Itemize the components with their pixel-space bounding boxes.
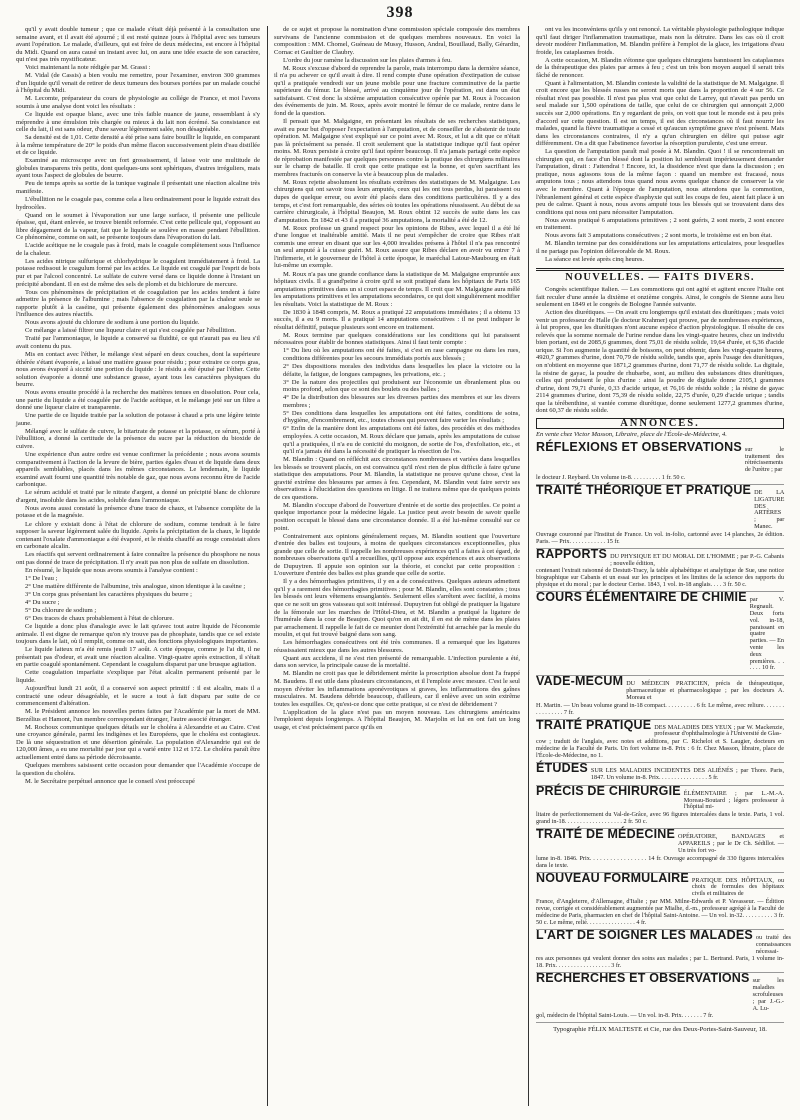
paragraph: M. Vidal (de Cassis) a bien voulu me remettre, pour l'examiner, environ 300 grammes d'un liquide qu'il venait de retirer de deux tumeurs des bourses portées par un malade couché à l'hôpital du Midi. [16, 72, 260, 95]
column-divider [267, 26, 268, 1106]
book-subtitle: SUR LES MALADIES INCIDENTES DES ALIÉNÉS ; par Thore. Paris, 1847. Un volume in-8. Prix. . . . . . . . . . . . . . . . 5 fr. [590, 767, 784, 781]
paragraph: Il pensait que M. Malgaigne, en présentant les résultats de ses recherches statistiques, avait eu pour but d'opposer l'expectation à l'amputation, et de conseiller de s'abstenir de toute opération. M. Malgaigne s'est expliqué sur ce point avec M. Roux, et lui a dit que ce n'était pas là précisément sa pensée. Il croit seulement que la statistique indique qu'il faut opérer moins. M. Roux persiste à croire qu'il faut opérer beaucoup. Il n'a jamais partagé cette espèce de réprobation manifestée par quelques personnes contre la pratique des chirurgiens militaires sur le champ de bataille. Il croit que cette pratique est la bonne, et qu'en sacrifiant les membres fracturés on conserve la vie à beaucoup plus de malades. [274, 118, 520, 178]
advertisement-header [536, 761, 784, 782]
paragraph: de ce sujet et propose la nomination d'une commission spéciale composée des membres survivans de l'ancienne commission et de quelques membres nouveaux. En voici la composition : MM. Chomel, Guéneau de Mussy, Husson, Andral, Bouillaud, Bally, Gérardin, Cornac et Gaultier de Claubry. [274, 26, 520, 56]
book-subtitle: PRATIQUE DES HÔPITAUX, ou choix de formules des hôpitaux civils et militaires de [691, 876, 784, 898]
advertisement [536, 439, 784, 485]
advertisement-header [536, 971, 784, 1012]
book-subtitle: ou traité des connaissances nécessai- [755, 933, 791, 955]
paragraph: L'ébullition ne le coagule pas, comme cela a lieu ordinairement pour le liquide extrait des hydrocèles. [16, 196, 260, 211]
paragraph: 2° Des dispositions morales des individus dans lesquelles les place la victoire ou la défaite, la fatigue, de longues campagnes, les privations, etc. ; [283, 363, 520, 378]
column-3 [536, 26, 791, 1106]
paragraph: M. le Président annonce les nouvelles pertes faites par l'Académie par la mort de MM. Berzélius et Hamont, l'un membre correspondant étranger, l'autre associé étranger. [16, 708, 260, 723]
advertisement [536, 546, 784, 593]
paragraph: M. Roux n'a pas une grande confiance dans la statistique de M. Malgaigne empruntée aux hôpitaux civils. Il a grand'peine à croire qu'il se soit pratiqué dans les hôpitaux de Paris 165 amputations primitives dans un si court espace de temps. Il croit que M. Malgaigne aura mêlé les amputations primitives et les amputations secondaires, ce qui doit singulièrement modifier les résultats. Voici la statistique de M. Roux : [274, 270, 520, 308]
book-title: TRAITÉ DE MÉDECINE [536, 827, 676, 842]
paragraph: 3° Un corps gras présentant les caractères physiques du beurre ; [25, 590, 192, 598]
paragraph: Quant à l'alimentation, M. Blandin conteste la validité de la statistique de M. Malgaigne. Il croit encore que les blessés russes ne seront morts que dans la proportion de 4 sur 56. Ce résultat n'est pas possible. Il n'est pas plus vrai que celui de Larrey, qui n'avait pas perdu un seul malade sur 1,500 opérations de taille, que celui de ce chirurgien qui annonçait 2,000 succès sur 2,000 opérations. En y regardant de près, on voit que tout le monde est à peu près d'accord sur cette question. Il est un temps, il est des circonstances où il faut nourrir les malades, quand la fièvre traumatique a cessé et qu'aucun symptôme grave n'est présent. Mais dans les circonstances contraires, il n'y a qu'un chirurgien en délire qui puisse agir différemment. On a dit que l'abstinence favorise la résorption purulente, c'est une erreur. [536, 79, 784, 148]
paragraph: Nous avons aussi constaté la présence d'une trace de chaux, et l'absence complète de la potasse et de la magnésie. [16, 504, 260, 520]
paragraph: M. Blandin ne croit pas que le débridement mérite la proscription absolue dont l'a frappé M. Baudens. Il est utile dans plusieurs circonstances, et il l'emploie avec mesure. C'est le seul moyen d'éviter les inflammations aponévrotiques si graves, les inflammations des gaînes musculaires. M. Baudens débride beaucoup, d'ailleurs, car il enlève avec un soin extrême toutes les esquilles. Or, qu'est-ce donc que cette pratique, si ce n'est de débridement ? [274, 670, 520, 708]
paragraph: 1° Du lieu où les amputations ont été faites, si c'est en rase campagne ou dans les rues, conditions différentes pour les secours immédiats portés aux blessés ; [283, 347, 520, 363]
paragraph: Traité par l'ammoniaque, le liquide a conservé sa fluidité, ce qui n'aurait pas eu lieu s'il avait contenu du pus. [16, 335, 260, 350]
paragraph: L'ordre du jour ramène la discussion sur les plaies d'armes à feu. [283, 56, 452, 64]
session-report-end [536, 26, 784, 263]
advertisement [536, 717, 784, 764]
advertisement-header [536, 870, 784, 898]
paragraph: La question de l'amputation paraît mal posée à M. Blandin. Quoi ! il se rencontrerait un chirurgien qui, en face d'un blessé dont la position lui semblerait impérieusement demander l'amputation, dirait : J'attendrai ! Encore, ici, la dissidence n'est que dans la discussion ; en pratique, nous agissons tous de la même façon : quand un membre est fracassé, nous amputons tous ; nous attendons tous quand nous avons quelque chance de conserver la vie avec le membre. Quant à l'époque de l'amputation, nous attendons que la commotion, l'ébranlement général et cette espèce d'asphyxie qui suit les coups de feu, aient fait place à un peu de calme. Quant à nous, nous avons amputé tous les blessés qui se trouvaient dans des conditions qui nous ont paru nécessiter l'amputation. [536, 148, 784, 216]
paragraph: Une partie de ce liquide traitée par la solution de potasse à chaud a pris une légère teinte jaune. [16, 412, 260, 427]
paragraph: Peu de temps après sa sortie de la tunique vaginale il présentait une réaction alcaline très manifeste. [16, 180, 260, 195]
book-details: res aux personnes qui veulent donner des soins aux malades ; par L. Bertrand. Paris, 1 volume in-18. Prix. . . . . . . . . . . . . . . . . . 3 fr. [536, 955, 784, 970]
advertisement-header [536, 674, 784, 701]
advertisement [536, 973, 784, 1023]
advertisement [536, 829, 784, 872]
book-subtitle: par V. Regnault. Deux forts vol. in-18, paraissant en quatre parties. — En vente les deux premières. . . . . . . 10 fr. [749, 596, 784, 672]
text-columns [16, 26, 791, 1106]
publisher-line: En vente chez Victor Masson, Libraire, place de l'École-de-Médecine, 4. [536, 431, 727, 439]
paragraph: 1° De l'eau ; [25, 574, 58, 582]
paragraph: M. Blandin termine par des considérations sur les amputations articulaires, pour lesquelles il ne partage pas l'opinion défavorable de M. Roux. [536, 240, 784, 255]
paragraph: Mélangé avec le sulfate de cuivre, le bitartrate de potasse et la potasse, ce sérum, porté à l'ébullition, a donné la certitude de la présence du sucre par la réduction du bioxide de cuivre. [16, 427, 260, 451]
advertisement [536, 870, 784, 930]
paragraph: La séance est levée après cinq heures. [545, 255, 645, 263]
book-details: le docteur J. Reybard. Un volume in-8. . . . . . . . . . 1 fr. 50 c. [536, 474, 686, 482]
advertisement [536, 763, 784, 786]
book-advertisements [536, 439, 791, 1023]
book-details: lume in-8. 1846. Prix. . . . . . . . . . . . . . . . . 14 fr. Ouvrage accompagné de 330 figures intercalées dans le texte. [536, 854, 784, 869]
column-divider [528, 26, 529, 1106]
paragraph: M. Blandin s'occupe d'abord de l'ouverture d'entrée et de sortie des projectiles. Ce point a quelque importance pour la médecine légale. La justice peut avoir besoin de savoir quelle position occupait le blessé dans une circonstance donnée. Il a été lui-même consulté sur ce point. [274, 501, 520, 532]
book-title: NOUVEAU FORMULAIRE [536, 870, 689, 885]
paragraph: Examiné au microscope avec un fort grossissement, il laisse voir une multitude de globules transparens très petits, dont quelques-uns sont sphériques, d'autres irréguliers, mais ayant tous l'aspect de globules de beurre. [16, 157, 260, 180]
paragraph: M. Rochoux communique quelques détails sur le choléra à Alexandrie et au Caire. C'est une croyance générale, parmi les indigènes et les Européens, que le choléra est contagieux. De là une séquestration et une désertion générale. La population d'Alexandrie qui est de 120,000 âmes, a eu une mortalité par jour qui a varié entre 112 et 172. Le choléra paraît être actuellement entré dans sa période décroissante. [16, 723, 260, 761]
advertisement-header [536, 717, 784, 739]
paragraph: Ce liquide a donc plus d'analogie avec le lait qu'avec tout autre liquide de l'économie animale. Il est digne de remarque qu'on n'y trouve pas de phosphate, tandis que ce sel existe toujours dans le lait, où il remplit, comme on sait, des fonctions physiologiques importantes. [16, 623, 260, 646]
book-subtitle: DES MALADIES DES YEUX ; par W. Mackenzie, professeur d'ophthalmologie à l'Université de Glas- [654, 723, 784, 738]
advertisement [536, 676, 784, 719]
paragraph: Le sérum acidulé et traité par le nitrate d'argent, a donné un précipité blanc de chlorure d'argent, insoluble dans les acides, soluble dans l'ammoniaque. [16, 489, 260, 504]
paragraph: L'application de la glace n'est pas un moyen nouveau. Les chirurgiens américains l'emploient depuis longtemps. A l'hôpital Beaujon, M. Marjolin et lui en ont fait un long usage, et c'est précisément parce qu'ils en [274, 708, 520, 731]
book-title: TRAITÉ THÉORIQUE ET PRATIQUE [536, 483, 752, 498]
paragraph: Nous avons pratiqué 6 amputations primitives ; 2 sont guéris, 2 sont morts, 2 sont encore en traitement. [536, 216, 784, 232]
advertisement-header [536, 546, 784, 568]
paragraph: M. Roux rejette absolument les résultats extrêmes des statistiques de M. Malgaigne. Les chirurgiens qui ont savoir tous leurs amputés, ceux qui les ont tous perdus, lui paraissent ou dupes de quelque erreur, ou avoir été placés dans des conditions particulières. Il y a des temps, et c'est fort remarquable, des séries où toutes les opérations réussissent. Au début de sa carrière chirurgicale, à l'hôpital Beaujon, M. Roux obtint 12 succès de suite dans les cas d'amputation. En 1842 et 43 il a pratiqué 36 amputations, la mortalité a été de 12. [274, 178, 520, 224]
book-subtitle: sur les maladies scrofuleuses ; par J.-G.-A. Lu- [752, 977, 784, 1012]
paragraph: A cette occasion, M. Blandin s'étonne que quelques chirurgiens bannissent les cataplasmes de la thérapeutique des plaies par armes à feu ; c'est un très bon moyen auquel il serait très fâché de renoncer. [536, 56, 784, 79]
column-1 [16, 26, 260, 1106]
paragraph: L'acide acétique ne le coagule pas à froid, mais le coagule complètement sous l'influence de la chaleur. [16, 242, 260, 257]
book-title: RAPPORTS [536, 546, 608, 561]
paragraph: Les hémorrhagies consécutives ont été très communes. Il a remarqué que les ligatures réussissaient mieux que dans les autres blessures. [274, 639, 520, 654]
paragraph: 2° Une matière différente de l'albumine, très analogue, sinon identique à la caséine ; [25, 582, 246, 590]
paragraph: M. Roux termine par quelques considérations sur les conditions qui lui paraissent nécessaires pour établir de bonnes statistiques. Ainsi il faut tenir compte : [274, 331, 520, 347]
paragraph: 6° Enfin de la manière dont les amputations ont été faites, des procédés et des méthodes employées. A cette occasion, M. Roux déclare que jamais, après les amputations de cuisse qu'il a pratiquées, il n'a eu de conicité du moignon, de sortie de l'os, d'exfoliation, etc., et qu'il n'a jamais été dans la nécessité de pratiquer la résection de l'os. [283, 425, 520, 456]
paragraph: Une expérience d'un autre ordre est venue confirmer la précédente ; nous avons soumis comparativement à l'action de la levure de bière, parties égales d'eau et de liquide dans deux appareils semblables, placés dans les mêmes circonstances. Le lendemain, le liquide examiné avait fourni une quantité très notable de gaz, que nous avons reconnu être de l'acide carbonique. [16, 451, 260, 489]
paragraph: 3° De la nature des projectiles qui produisent sur l'économie un ébranlement plus ou moins profond, selon que ce sont des boulets ou des balles ; [283, 378, 520, 394]
paragraph: Voici maintenant la note rédigée par M. Grassi : [25, 64, 151, 72]
book-details: cow ; traduit de l'anglais, avec notes et additions, par C. Richelot et S. Laugier, docteurs en médecine de la Faculté de Paris. Un fort volume in-8. Prix : 6 fr. Chez Masson, libraire, place de l'École-de-Médecine, no 1. [536, 738, 784, 760]
paragraph: Cette coagulation imparfaite s'explique par l'état alcalin permanent présenté par le liquide. [16, 669, 260, 684]
book-subtitle: DU MÉDECIN PRATICIEN, précis de thérapeutique, pharmaceutique et pharmacologique ; par les docteurs A. Moreau et [626, 680, 784, 701]
advertisement-header [536, 590, 784, 672]
book-title: L'ART DE SOIGNER LES MALADES [536, 927, 753, 942]
paragraph: Les acides nitrique sulfurique et chlorhydrique le coagulent immédiatement à froid. La potasse redissout le coagulum formé par les acides. Le liquide est coagulé par l'esprit de bois pur et par l'alcool concentré. Le sulfate de cuivre versé dans ce liquide donne à l'instant un précipité abondant. Il en est de même des sels de plomb et du bichlorure de mercure. [16, 257, 260, 288]
paragraph: Contrairement aux opinions généralement reçues, M. Blandin soutient que l'ouverture d'entrée des balles est toujours, à moins de quelques circonstances exceptionnelles, plus grande que celle de sortie. Il rappelle les nombreuses expériences qu'il a faites à cet égard, de nombreuses observations qu'il a recueillies, qu'il oppose aux expériences et aux observations de Dupuytren. Il appuie son opinion sur la théorie, et conclut par cette proposition : L'ouverture d'entrée des balles est plus grande que celle de sortie. [274, 532, 520, 578]
book-title: ÉTUDES [536, 761, 588, 776]
book-details: contenant l'extrait raisonné de Destutt-Tracy, la table alphabétique et analytique de Sue, une notice biographique sur Cabanis et un essai sur les principes et les limites de la science des rapports du physique et du moral ; par le docteur Cerise. 1843, 1 vol. in-18 anglais. . . . 3 fr. 50 c. [536, 567, 784, 589]
paragraph: Nous avons ensuite procédé à la recherche des matières tenues en dissolution. Pour cela, une partie du liquide a été coagulée par de l'acide acétique, et le mélange jeté sur un filtre a donné une liqueur claire et transparente. [16, 389, 260, 412]
paragraph: M. Blandin : Quand on réfléchit aux circonstances nombreuses et variées dans lesquelles les blessés se trouvent placés, on est convaincu qu'il n'est rien de plus difficile à faire qu'une statistique des amputations. Pour M. Blandin, la statistique ne prouve qu'une chose, c'est la gravité extrême des blessures par armes à feu. Cependant, M. Blandin veut faire servir ses observations à l'élucidation des questions en litige. Il ne traitera même que de quelques points de ces questions. [274, 456, 520, 501]
advertisement [536, 783, 784, 829]
printer-imprint: Typographie FÉLIX MALTESTE et Cie, rue des Deux-Portes-Saint-Sauveur, 18. [553, 1026, 767, 1034]
news-item: Action des diurétiques. — On avait cru longtemps qu'il existait des diurétiques ; mais voici venir un professeur de Halle (le docteur Krahmer) qui prouve, par de nombreuses expériences, à lui propres, que les diurétiques n'ont aucune espèce d'action physiologique. Il résulte de ces relevés que la somme normale de l'urine rendue dans les vingt-quatre heures, chez un individu bien portant, est de 2085,6 grammes, dont 75,01 de résidu solide, 19,64 d'urée, et 6,36 d'acide urique. Si l'on augmente la quantité de boissons, on peut obtenir, dans les vingt-quatre heures, 4920,7 grammes d'urine, dont 70,79 de résidu solide, tandis que, après l'usage des diurétiques, on n'obtient en moyenne que 1871,2 grammes d'urine, dont 71,77 de résidu solide. La digitale, la résine de gayac, la poudre de rhubarbe, sont, au milieu des substances dites diurétiques, celles qui produisent le plus d'urine : ainsi la poudre de digitale donne 2105,1 grammes d'urine, dont 79,71 d'urée, 0,33 d'acide urique, et 76,16 de résidu solide ; la résine de gayac 2114 grammes d'urine, dont 75,39 de résidu solide, 22,75 d'urée, 0,29 d'acide urique ; tandis que la térébenthine, si vantée comme diurétique, donne seulement 1277,2 grammes d'urine, dont 60,37 de résidu solide. [536, 309, 784, 415]
paragraph: Quant aux accidens, il ne s'est rien présenté de remarquable. L'infection purulente a été, dans son service, la principale cause de la mortalité. [274, 654, 520, 670]
paragraph: Les réactifs qui servent ordinairement à faire connaître la présence du phosphore ne nous ont pas donné de trace de précipitation. Il n'y avait pas non plus de sulfate en dissolution. [16, 551, 260, 566]
book-details: litaire de perfectionnement du Val-de-Grâce, avec 96 figures intercalées dans le texte. Paris, 1 vol. grand in-18. . . . . . . . . . . . . . . . . . . 2 fr. 50 c. [536, 811, 784, 826]
book-subtitle: DE LA LIGATURE DES ARTÈRES ; par Manec. [754, 489, 785, 531]
column-2 [274, 26, 520, 1106]
book-title: COURS ÉLÉMENTAIRE DE CHIMIE [536, 590, 747, 605]
book-details: France, d'Angleterre, d'Allemagne, d'Italie ; par MM. Milne-Edwards et P. Vavasseur. — Édition revue, corrigée et considérablement augmentée par Mialhe, d.-m., professeur agrégé à la Faculté de médecine de Paris, pharmacien en chef de l'hôpital Saint-Antoine. — Un vol. in-32. . . . . . . . . . 3 fr. 50 c. Le même, relié. . . . . . . . . . . . . . . . 4 fr. [536, 897, 784, 926]
book-subtitle: ÉLÉMENTAIRE ; par L.-M.-A. Moreau-Boutard ; légers professeur à l'hôpital mi- [683, 789, 784, 811]
news-items [536, 286, 784, 415]
paragraph: M. Roux professe un grand respect pour les opinions de Ribes, avec lequel il a été lié d'une longue et inaltérable amitié. Mais il ne peut s'empêcher de croire que Ribes n'ait commis une erreur en disant que sur les 4,000 invalides présens à l'hôtel il n'a pas rencontré un seul amputé à la cuisse guéri. M. Roux assure que Ribes déclare en avoir vu entrer 7 à l'infirmerie, et le gouverneur de l'hôtel à cette époque, le maréchal Latour-Maubourg en était lui-même un exemple. [274, 224, 520, 270]
paragraph: Le chlore y existait donc à l'état de chlorure de sodium, comme tendrait à le faire supposer la saveur légèrement salée du liquide. Après la précipitation de la chaux, le liquide contenant l'oxalate d'ammoniaque a été évaporé, et le résidu chauffé au rouge consistait alors en carbonate alcalin. [16, 520, 260, 551]
advertisement-header [536, 439, 784, 474]
advertisement-header [536, 483, 785, 531]
section-separator [536, 268, 784, 271]
paragraph: M. Lecomte, préparateur du cours de physiologie au collége de France, et moi l'avons soumis à une analyse dont voici les résultats : [16, 95, 260, 110]
book-subtitle: OPÉRATOIRE, BANDAGES et APPAREILS ; par le Dr Ch. Sédillot. — Un très fort vo- [678, 833, 784, 854]
paragraph: Quelques membres saisissent cette occasion pour demander que l'Académie s'occupe de la question du choléra. [16, 761, 260, 777]
advertisement [536, 592, 784, 676]
paragraph: M. Roux s'excuse d'abord de reprendre la parole, mais interrompu dans la dernière séance, il n'a pu achever ce qu'il avait à dire. Il rend compte d'une opération d'extirpation de cuisse qu'il a pratiquée vendredi sur un jeune mobile pour une fracture comminutive de la partie supérieure du fémur. Le blessé, arrivé au cinquième jour de l'opération, est dans un état satisfaisant. C'est donc la sixième amputation consécutive opérée par M. Roux à l'occasion des événements de juin. M. Roux, après avoir montré le fémur de ce malade, rentre dans le fond de la question. [274, 64, 520, 118]
paragraph: 5° Des conditions dans lesquelles les amputations ont été faites, conditions de soins, d'hygiène, d'encombrement, etc., toutes choses qui peuvent faire varier les résultats ; [283, 409, 520, 425]
advertisement-header [536, 927, 791, 955]
advertisement [536, 927, 791, 973]
book-subtitle: DU PHYSIQUE ET DU MORAL DE L'HOMME ; par P.-G. Cabanis ; nouvelle édition, [610, 552, 784, 567]
page-number: 398 [386, 4, 414, 21]
book-details: gol, médecin de l'hôpital Saint-Louis. — Un vol. in-8. Prix. . . . . . . 7 fr. [536, 1012, 714, 1020]
book-title: PRÉCIS DE CHIRURGIE [536, 783, 681, 798]
book-details: H. Martin. — Un beau volume grand in-18 compact. . . . . . . . . . 6 fr. Le même, avec reliure. . . . . . . . . . . . . . . . 7 fr. [536, 701, 784, 716]
paragraph: Ce liquide est opaque blanc, avec une très faible nuance de jaune, ressemblant à s'y méprendre à une émulsion très chargée ou mieux à du lait non écrémé. Sa consistance est celle du lait, il est sans odeur, d'une saveur légèrement salée, non désagréable. [16, 111, 260, 134]
paragraph: De 1830 à 1848 compris, M. Roux a pratiqué 22 amputations immédiates ; il a obtenu 13 succès, il a eu 9 morts. Il a pratiqué 14 amputations consécutives : il ne peut indiquer le résultat définitif, puisque plusieurs sont encore en traitement. [274, 308, 520, 331]
book-subtitle: sur le traitement des rétrécissements de l'urètre ; par [744, 445, 784, 474]
book-title: VADE-MECUM [536, 674, 624, 689]
paragraph: 5° Du chlorure de sodium ; [25, 607, 97, 615]
paragraph: Tous ces phénomènes de précipitation et de coagulation par les acides tendent à faire admettre la présence de l'albumine ; mais l'absence de coagulation par la chaleur seule se rapporte plutôt à la caséine, qui présente également des phénomènes analogues sous l'influence des autres réactifs. [16, 288, 260, 319]
news-heading: NOUVELLES. — FAITS DIVERS. [565, 272, 755, 284]
paragraph: En résumé, le liquide que nous avons soumis à l'analyse contient : [25, 566, 198, 574]
paragraph: Aujourd'hui lundi 21 août, il a conservé son aspect primitif : il est alcalin, mais il a contracté une odeur désagréable, et le sucre a tout à fait disparu par suite de ce commencement d'altération. [16, 684, 260, 708]
paragraph: M. le Secrétaire perpétuel annonce que le conseil s'est préoccupé [25, 777, 195, 785]
paragraph: Nous avons ajouté du chlorure de sodium à une portion du liquide. [25, 319, 200, 327]
paragraph: Quand on le soumet à l'évaporation sur une large surface, il présente une pellicule épaisse, qui, étant enlevée, se trouve bientôt reformée. C'est cette pellicule qui, s'opposant au libre dégagement de la vapeur, fait que le liquide se soulève en masse pendant l'ébullition. Ce phénomène, comme on sait, se présente toujours dans l'évaporation du lait. [16, 211, 260, 242]
announcements-heading: ANNONCES. [536, 418, 784, 430]
paragraph: Nous avons fait 3 amputations consécutives ; 2 sont morts, le troisième est en bon état. [545, 232, 773, 240]
paragraph: Il y a des hémorrhagies primitives, il y en a de consécutives. Quelques auteurs admettent qu'il y a rarement des hémorrhagies primitives ; pour M. Blandin, elles sont constantes ; tous les blessés ont leurs vêtemens ensanglantés. Seulement elles s'arrêtent avec facilité, à moins que ce ne soit un gros vaisseau qui soit intéressé. Dupuytren fut obligé de pratiquer la ligature de la fémorale sur les marches de l'Hôtel-Dieu, et M. Blandin a pratiqué la ligature de l'humérale dans la cour de Beaujon. Quoi qu'on en ait dit, il en est de même dans les plaies par arrachement. Il rappelle le fait de ce meunier dont l'extrémité fut arrachée par la meule du moulin, et qui fut trouvé baigné dans son sang. [274, 578, 520, 639]
paragraph: 4° Du sucre ; [25, 598, 60, 606]
paragraph: Le liquide laiteux m'a été remis jeudi 17 août. A cette époque, comme je l'ai dit, il ne présentait pas d'odeur, et avait une réaction alcaline. Vingt-quatre après extraction, il s'était en partie coagulé spontanément. Cependant le coagulum disparut par une brusque agitation. [16, 646, 260, 669]
advertisement-header [536, 827, 784, 854]
paragraph: 4° De la distribution des blessures sur les diverses parties des membres et sur les divers membres ; [283, 394, 520, 409]
paragraph: qu'il y avait double tumeur ; que ce malade s'était déjà présenté à la consultation une semaine avant, et il avait été ajourné ; il est resté quinze jours à l'hôpital avec ses tumeurs avant l'opération. Le malade, d'ailleurs, qui est frère de deux médecins, est encore à l'hôpital du Midi. Quand on aura causé un instant avec lui, on aura une idée exacte de son caractère, qui n'est pas très mystificateur. [16, 26, 260, 64]
book-title: RÉFLEXIONS ET OBSERVATIONS [536, 439, 742, 454]
news-item: Congrès scientifique italien. — Les commotions qui ont agité et agitent encore l'Italie ont fait reculer d'une année la dixième et onzième congrès. Ainsi, le congrès de Sienne aura lieu seulement en 1849 et le congrès de Bologne l'année suivante. [536, 286, 784, 309]
book-title: RECHERCHES ET OBSERVATIONS [536, 971, 750, 986]
paragraph: Mis en contact avec l'éther, le mélange s'est séparé en deux couches, dont la supérieure éthérée s'étant évaporée, a laissé une matière grasse pour résidu ; pour extraire ce corps gras, nous avons évaporé à siccité une portion du liquide : le résidu a été épuisé par l'éther. Cette solution évaporée a donné une substance grasse, ayant tous les caractères physiques du beurre. [16, 350, 260, 389]
paragraph: ont vu les inconvéniens qu'ils y ont renoncé. La véritable physiologie pathologique indique qu'il faut diriger l'inflammation traumatique, mais non la détruire. Dans les cas où il croit devoir modérer l'inflammation, M. Blandin préfère à l'emploi de la glace, les irrigations d'eau froide, les cataplasmes froids. [536, 26, 784, 56]
paragraph: Ce mélange a laissé filtrer une liqueur claire et qui s'est coagulée par l'ébullition. [25, 327, 237, 335]
advertisement-header [536, 783, 784, 811]
advertisement [536, 485, 784, 549]
book-details: Ouvrage couronné par l'Institut de France. Un vol. in-folio, cartonné avec 14 planches, 2e édition. Paris. — Prix. . . . . . . . . . . . 15 fr. [536, 530, 784, 545]
paragraph: Sa densité est de 1,01. Cette densité a été prise sans faire bouillir le liquide, en comparant à la même température de 20° le poids d'un même flacon successivement plein d'eau distillée et de ce liquide. [16, 134, 260, 157]
paragraph: 6° Des traces de chaux probablement à l'état de chlorure. [25, 615, 174, 623]
book-title: TRAITÉ PRATIQUE [536, 717, 652, 732]
